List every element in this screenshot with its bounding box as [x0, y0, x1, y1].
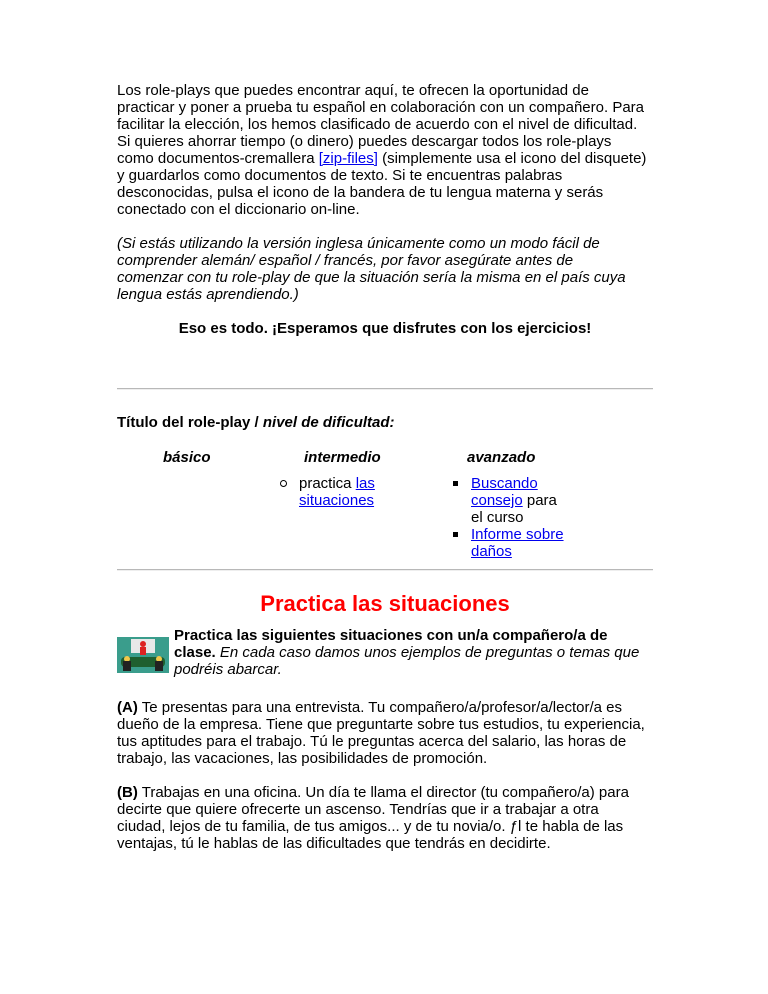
buscando-consejo-link[interactable]: Buscando consejo — [471, 475, 538, 509]
roleplay-illustration-icon — [117, 637, 169, 673]
level-basic-header: básico — [163, 449, 211, 466]
circle-bullet-icon — [280, 480, 287, 487]
scenario-label: (A) — [117, 699, 138, 716]
difficulty-columns — [117, 449, 653, 569]
list-item-prefix: practica — [299, 475, 356, 492]
levels-heading-sub: nivel de dificultad: — [262, 414, 395, 431]
list-item — [452, 526, 572, 560]
intermediate-list — [280, 475, 400, 509]
intro-paragraph — [117, 82, 647, 218]
intro-text-1: Los role-plays que puedes encontrar aquí, te ofrecen la oportunidad de practicar y poner a prueba tu español en colaboración con un compañero. Para facilitar la elección, los hemos clasificado de acuerdo con el nivel de dificultad. Si quieres ahorrar tiempo (o dinero) puedes descargar todos los role-plays como documentos-cremallera — [117, 82, 644, 167]
scenario-text: Te presentas para una entrevista. Tu compañero/a/profesor/a/lector/a es dueño de la empresa. Tiene que preguntarte sobre tus estudios, tu experiencia, tus aptitudes para el trabajo. Tú le preguntas acerca del salario, las horas de trabajo, las vacaciones, las posibilidades de promoción. — [117, 699, 645, 767]
lead-italic-text: En cada caso damos unos ejemplos de preguntas o temas que podréis abarcar. — [174, 644, 640, 678]
list-item — [452, 475, 572, 526]
scenario-text: Trabajas en una oficina. Un día te llama el director (tu compañero/a) para decirte que quiere ofrecerte un ascenso. Tendrías que ir a trabajar a otra ciudad, lejos de tu familia, de tus amigos... y de tu novia/o. ƒl te habla de las ventajas, tú le hablas de las dificultades que tendrás en decidirte. — [117, 784, 629, 852]
levels-heading — [117, 414, 653, 431]
list-item-suffix: para el curso — [471, 492, 557, 526]
level-intermediate-header: intermedio — [304, 449, 381, 466]
version-note: (Si estás utilizando la versión inglesa únicamente como un modo fácil de comprender alemán/ español / francés, por favor asegúrate antes de comenzar con tu role-play de que la situación sería la misma en el país cuya lengua estás aprendiendo.) — [117, 235, 626, 303]
levels-heading-main: Título del role-play / — [117, 414, 263, 431]
section-lead — [174, 627, 644, 678]
square-bullet-icon — [453, 481, 458, 486]
square-bullet-icon — [453, 532, 458, 537]
closing-message: Eso es todo. ¡Esperamos que disfrutes con los ejercicios! — [178, 320, 592, 337]
level-advanced-header: avanzado — [467, 449, 536, 466]
practica-situaciones-link[interactable]: las situaciones — [299, 475, 375, 509]
scenario-b — [117, 784, 647, 852]
list-item — [280, 475, 400, 509]
zip-files-link[interactable]: [zip-files] — [318, 150, 378, 167]
intro-text-2: (simplemente usa el icono del disquete) y guardarlos como documentos de texto. Si te encuentras palabras desconocidas, pulsa el icono de la bandera de tu lengua materna y serás conectado con el diccionario on-line. — [117, 150, 647, 218]
section-title: Practica las situaciones — [260, 591, 510, 616]
advanced-list — [452, 475, 572, 560]
document-body — [117, 82, 653, 852]
scenario-a — [117, 699, 647, 767]
scenario-label: (B) — [117, 784, 138, 801]
section-intro — [117, 627, 653, 691]
informe-danos-link[interactable]: Informe sobre daños — [471, 526, 564, 560]
lead-bold-text: Practica las siguientes situaciones con un/a compañero/a de clase. — [174, 627, 608, 661]
